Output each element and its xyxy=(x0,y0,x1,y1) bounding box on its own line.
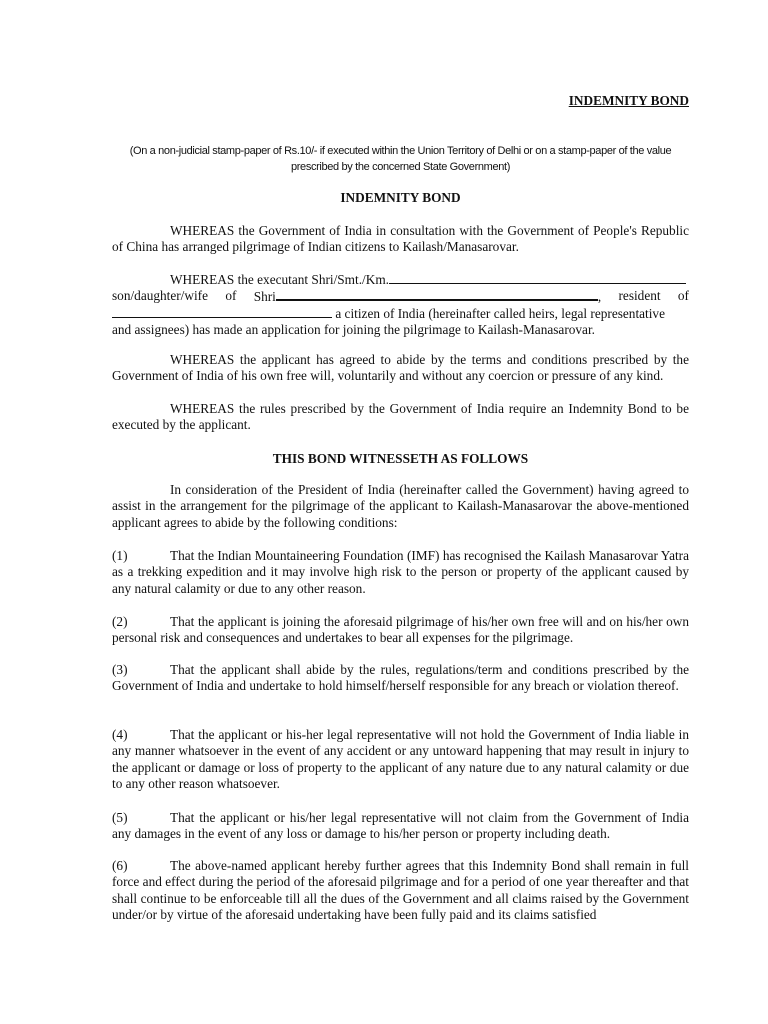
condition-1-number: (1) xyxy=(112,548,128,563)
condition-3 xyxy=(112,662,689,695)
application-line: and assignees) has made an application for joining the pilgrimage to Kailash-Manasarovar. xyxy=(112,322,595,338)
stamp-note-line-2: prescribed by the concerned State Government) xyxy=(290,161,511,173)
condition-1 xyxy=(112,548,689,597)
whereas-paragraph-3 xyxy=(112,352,689,385)
condition-4 xyxy=(112,727,689,793)
consideration-paragraph xyxy=(112,482,689,531)
condition-6-text: The above-named applicant hereby further agrees that this Indemnity Bond shall remain in full force and effect during the period of the aforesaid pilgrimage and for a period of one year thereafter and that shall continue to be enforceable till all the dues of the Government and all claims raised by the Government under/or by virtue of the aforesaid undertaking have been fully paid and its claims satisfied xyxy=(112,858,689,923)
whereas-paragraph-2 xyxy=(112,272,689,339)
of-label: of xyxy=(225,288,237,304)
comma-mark: , xyxy=(597,289,602,305)
condition-5 xyxy=(112,810,689,843)
executant-name-blank[interactable] xyxy=(389,272,686,284)
condition-6 xyxy=(112,858,689,924)
witness-heading: THIS BOND WITNESSETH AS FOLLOWS xyxy=(272,451,529,466)
whereas-paragraph-1 xyxy=(112,223,689,256)
citizen-text: a citizen of India (hereinafter called heirs, legal representative xyxy=(335,305,665,321)
resident-of-label: of xyxy=(677,288,689,304)
condition-5-text: That the applicant or his/her legal representative will not claim from the Government of India any damages in the event of any loss or damage to his/her person or property including death. xyxy=(112,810,689,842)
condition-3-text: That the applicant shall abide by the rules, regulations/term and conditions prescribed by the Government of India and undertake to hold himself/herself responsible for any breach or violation thereof. xyxy=(112,662,689,694)
shri-label: Shri xyxy=(253,289,276,305)
whereas-paragraph-4 xyxy=(112,401,689,434)
residence-blank[interactable] xyxy=(112,306,332,318)
condition-2-number: (2) xyxy=(112,614,128,629)
condition-3-number: (3) xyxy=(112,662,128,677)
resident-label: resident xyxy=(618,288,661,304)
condition-5-number: (5) xyxy=(112,810,128,825)
relation-label: son/daughter/wife xyxy=(112,288,209,304)
father-name-blank[interactable] xyxy=(276,288,598,301)
consideration-text: In consideration of the President of India (hereinafter called the Government) having agreed to assist in the arrangement for the pilgrimage of the applicant to Kailash-Manasarovar the above-mentioned applicant agrees to abide by the following conditions: xyxy=(112,482,689,530)
whereas-1-text: WHEREAS the Government of India in consultation with the Government of People's Republic of China has arranged pilgrimage of Indian citizens to Kailash/Manasarovar. xyxy=(112,223,689,255)
relation-line xyxy=(112,288,689,305)
condition-2 xyxy=(112,614,689,647)
stamp-note-line-1: (On a non-judicial stamp-paper of Rs.10/- if executed within the Union Territory of Delhi or on a stamp-paper of the value xyxy=(129,145,672,157)
condition-2-text: That the applicant is joining the aforesaid pilgrimage of his/her own free will and on his/her own personal risk and consequences and undertakes to bear all expenses for the pilgrimage. xyxy=(112,614,689,646)
whereas-3-text: WHEREAS the applicant has agreed to abide by the terms and conditions prescribed by the Government of India of his own free will, voluntarily and without any coercion or pressure of any kind. xyxy=(112,352,689,384)
executant-line xyxy=(112,272,689,288)
condition-6-number: (6) xyxy=(112,858,128,873)
whereas-4-text: WHEREAS the rules prescribed by the Government of India require an Indemnity Bond to be executed by the applicant. xyxy=(112,401,689,433)
condition-1-text: That the Indian Mountaineering Foundation (IMF) has recognised the Kailash Manasarovar Yatra as a trekking expedition and it may involve high risk to the person or property of the applicant caused by any natural calamity or due to any other reason. xyxy=(112,548,689,596)
condition-4-text: That the applicant or his-her legal representative will not hold the Government of India liable in any manner whatsoever in the event of any accident or any untoward happening that may result in injury to the applicant or damage or loss of property to the applicant of any nature due to any natural calamity or due to any other reason whatsoever. xyxy=(112,727,689,792)
document-title-top: INDEMNITY BOND xyxy=(568,93,689,108)
condition-4-number: (4) xyxy=(112,727,128,742)
document-title: INDEMNITY BOND xyxy=(340,190,461,205)
executant-label: WHEREAS the executant Shri/Smt./Km. xyxy=(170,272,390,287)
stamp-paper-note xyxy=(112,143,689,175)
citizen-line xyxy=(112,306,689,322)
